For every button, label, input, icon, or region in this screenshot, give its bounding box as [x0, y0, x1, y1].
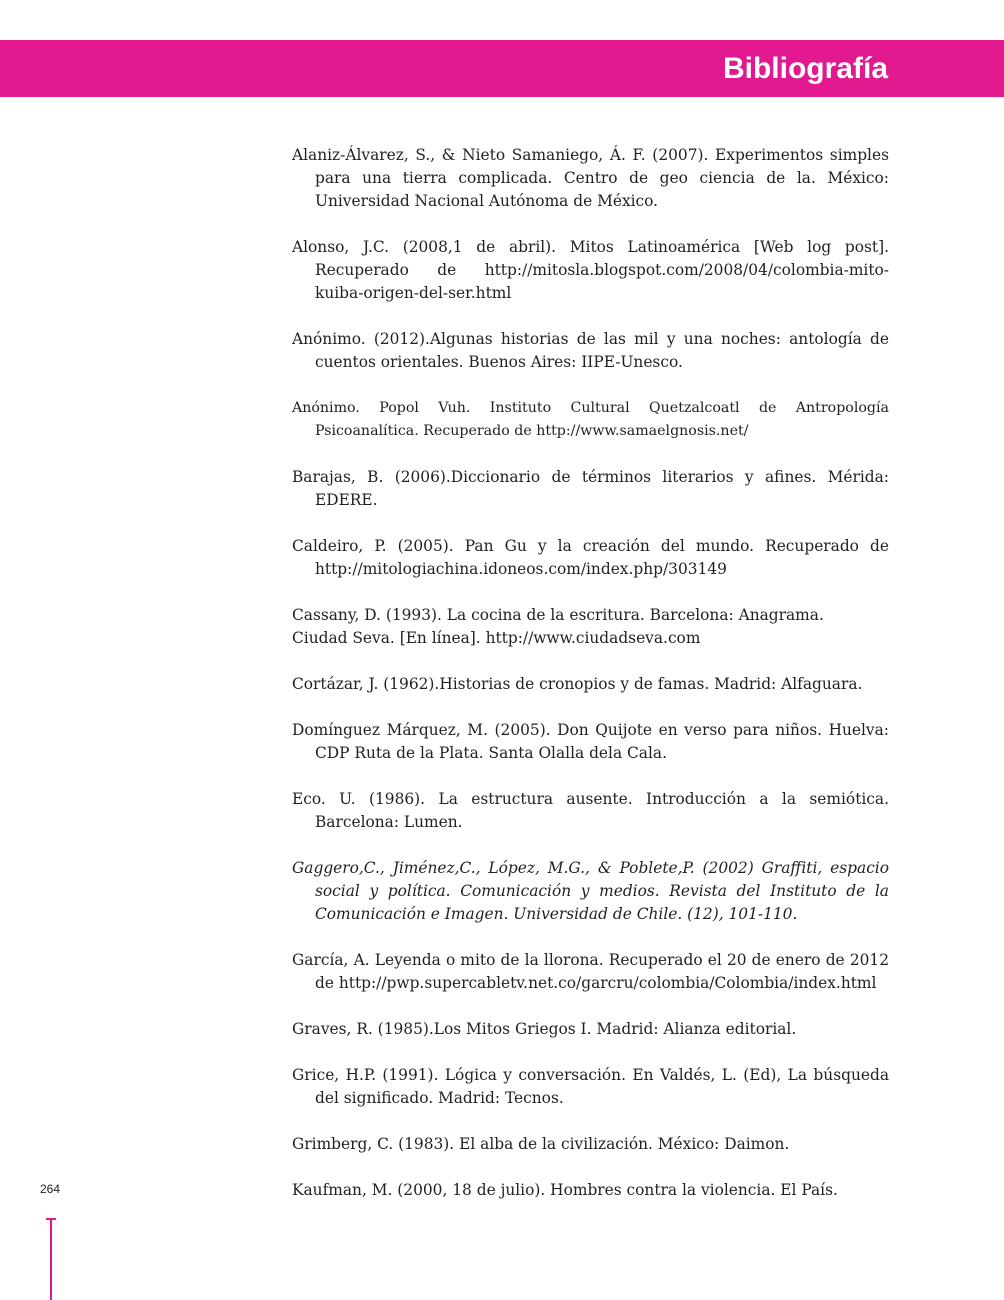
header-band: [0, 40, 1004, 97]
bibliography-entry: Grimberg, C. (1983). El alba de la civilización. México: Daimon.: [292, 1135, 790, 1153]
page-title: Bibliografía: [722, 52, 888, 85]
page-marker: [50, 1218, 52, 1300]
bibliography-entry: Anónimo. Popol Vuh. Instituto Cultural Quetzalcoatl de Antropología Psicoanalítica. Recuperado de http://www.samaelgnosis.net/: [292, 400, 889, 439]
bibliography-entry: Ciudad Seva. [En línea]. http://www.ciudadseva.com: [292, 629, 701, 647]
bibliography-entry: Gaggero,C., Jiménez,C., López, M.G., & Poblete,P. (2002) Graffiti, espacio social y política. Comunicación y medios. Revista del Instituto de la Comunicación e Imagen. Universidad de Chile. (12), 101-110.: [292, 859, 889, 923]
bibliography-entry: Domínguez Márquez, M. (2005). Don Quijote en verso para niños. Huelva: CDP Ruta de la Plata. Santa Olalla dela Cala.: [292, 721, 889, 762]
bibliography-entry: Cortázar, J. (1962).Historias de cronopios y de famas. Madrid: Alfaguara.: [292, 675, 863, 693]
bibliography-entry: Caldeiro, P. (2005). Pan Gu y la creación del mundo. Recuperado de http://mitologiachina.idoneos.com/index.php/303149: [292, 537, 889, 578]
bibliography-entry: Anónimo. (2012).Algunas historias de las mil y una noches: antología de cuentos orientales. Buenos Aires: IIPE-Unesco.: [292, 330, 889, 371]
bibliography-entry: Grice, H.P. (1991). Lógica y conversación. En Valdés, L. (Ed), La búsqueda del significado. Madrid: Tecnos.: [292, 1066, 889, 1107]
bibliography-entry: Cassany, D. (1993). La cocina de la escritura. Barcelona: Anagrama.: [292, 606, 824, 624]
bibliography-entry: Alaniz-Álvarez, S., & Nieto Samaniego, Á. F. (2007). Experimentos simples para una tierra complicada. Centro de geo ciencia de la. México: Universidad Nacional Autónoma de México.: [292, 146, 889, 210]
bibliography-entry: Barajas, B. (2006).Diccionario de términos literarios y afines. Mérida: EDERE.: [292, 468, 889, 509]
bibliography-entry: Eco. U. (1986). La estructura ausente. Introducción a la semiótica. Barcelona: Lumen.: [292, 790, 889, 831]
bibliography-entry: García, A. Leyenda o mito de la llorona. Recuperado el 20 de enero de 2012 de http://pwp.supercabletv.net.co/garcru/colombia/Colombia/index.html: [292, 951, 889, 992]
bibliography-entry: Graves, R. (1985).Los Mitos Griegos I. Madrid: Alianza editorial.: [292, 1020, 797, 1038]
page-number: 264: [40, 1182, 61, 1196]
bibliography-list: [292, 144, 889, 1225]
bibliography-entry: Kaufman, M. (2000, 18 de julio). Hombres contra la violencia. El País.: [292, 1181, 838, 1199]
bibliography-entry: Alonso, J.C. (2008,1 de abril). Mitos Latinoamérica [Web log post]. Recuperado de http://mitosla.blogspot.com/2008/04/colombia-mito-kuiba-origen-del-ser.html: [292, 238, 889, 302]
